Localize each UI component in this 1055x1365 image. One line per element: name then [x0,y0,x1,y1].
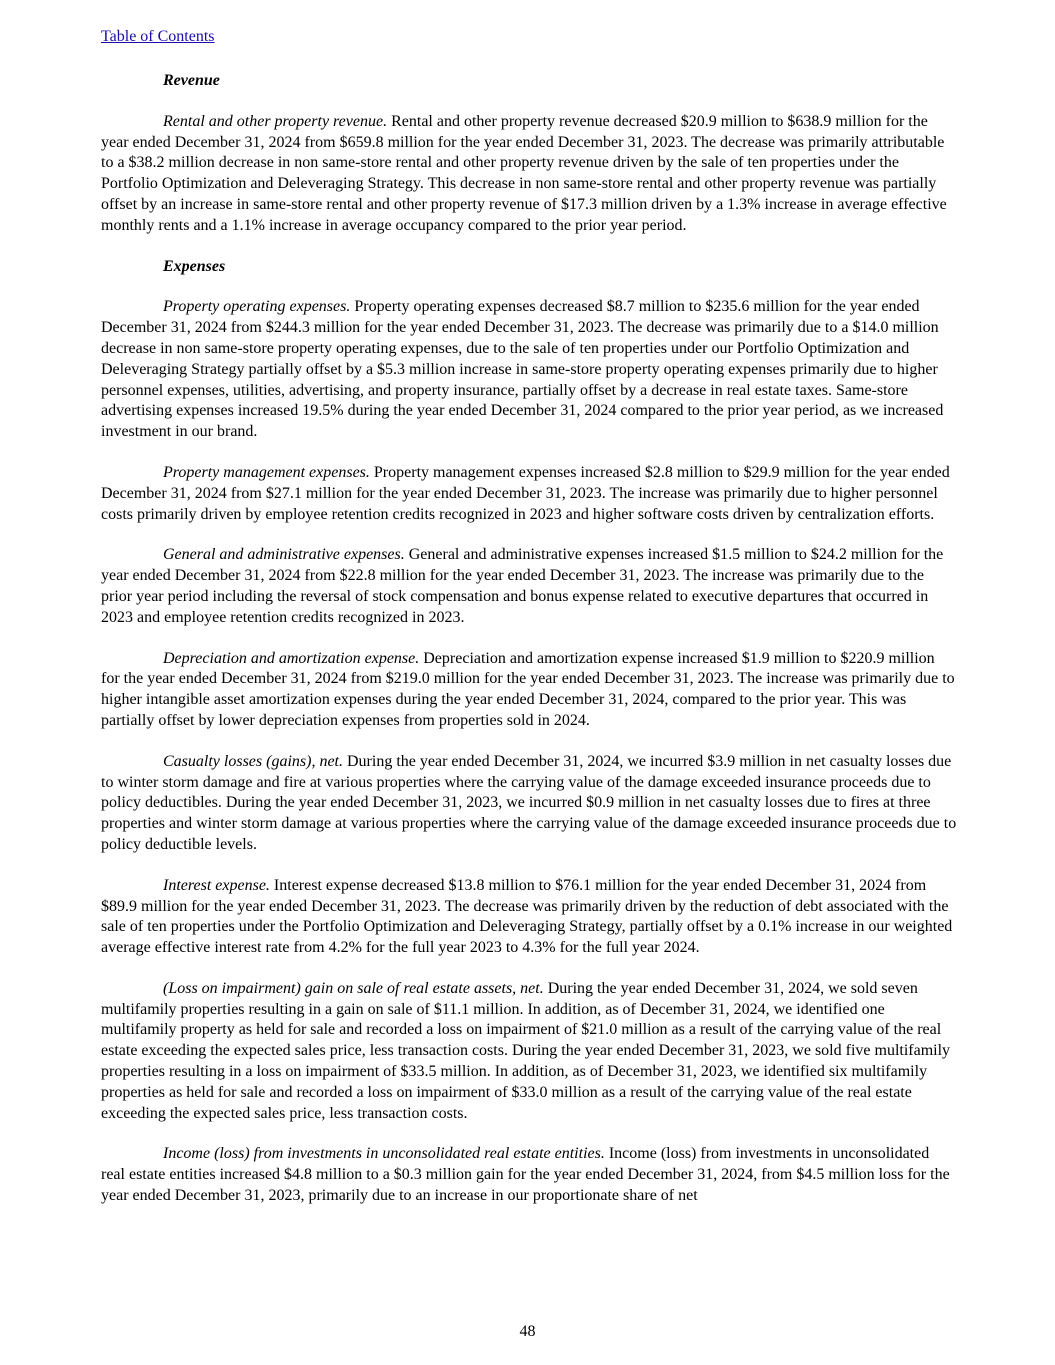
interest-paragraph [101,876,957,959]
property-management-lead: Property management expenses. [163,463,370,481]
table-of-contents-link[interactable]: Table of Contents [101,28,215,45]
rental-revenue-body: Rental and other property revenue decreased $20.9 million to $638.9 million for the year ended December 31, 2024 from $659.8 million for the year ended December 31, 2023. The decrease was primarily attributable to a $38.2 million decrease in non same-store rental and other property revenue driven by the sale of ten properties under the Portfolio Optimization and Deleveraging Strategy. This decrease in non same-store rental and other property revenue was partially offset by an increase in same-store rental and other property revenue of $17.3 million driven by a 1.3% increase in average effective monthly rents and a 1.1% increase in average occupancy compared to the prior year period. [101,112,947,234]
general-admin-lead: General and administrative expenses. [163,546,405,564]
property-management-paragraph [101,463,957,525]
expenses-heading: Expenses [163,257,226,275]
general-admin-paragraph [101,545,957,628]
casualty-lead: Casualty losses (gains), net. [163,752,343,770]
unconsolidated-lead: Income (loss) from investments in unconsolidated real estate entities. [163,1145,605,1163]
revenue-heading: Revenue [163,72,220,89]
depreciation-paragraph [101,649,957,732]
page-number: 48 [519,1323,536,1340]
casualty-paragraph [101,752,957,856]
interest-lead: Interest expense. [163,876,270,894]
rental-revenue-paragraph [101,112,957,237]
rental-revenue-lead: Rental and other property revenue. [163,112,388,130]
depreciation-lead: Depreciation and amortization expense. [163,649,420,667]
depreciation-body: Depreciation and amortization expense increased $1.9 million to $220.9 million for the year ended December 31, 2024 from $219.0 million for the year ended December 31, 2023. The increase was primarily due to higher intangible asset amortization expenses during the year ended December 31, 2024, compared to the prior year. This was partially offset by lower depreciation expenses from properties sold in 2024. [101,649,955,729]
casualty-body: During the year ended December 31, 2024, we incurred $3.9 million in net casualty losses due to winter storm damage and fire at various properties where the carrying value of the damage exceeded insurance proceeds due to policy deductibles. During the year ended December 31, 2023, we incurred $0.9 million in net casualty losses due to fires at three properties and winter storm damage at various properties where the carrying value of the damage exceeded insurance proceeds due to policy deductible levels. [101,752,957,853]
impairment-body: During the year ended December 31, 2024, we sold seven multifamily properties resulting in a gain on sale of $11.1 million. In addition, as of December 31, 2024, we identified one multifamily property as held for sale and recorded a loss on impairment of $21.0 million as a result of the carrying value of the real estate exceeding the expected sales price, less transaction costs. During the year ended December 31, 2023, we sold five multifamily properties resulting in a loss on impairment of $33.5 million. In addition, as of December 31, 2023, we identified six multifamily properties as held for sale and recorded a loss on impairment of $33.0 million as a result of the carrying value of the real estate exceeding the expected sales price, less transaction costs. [101,979,951,1122]
impairment-lead: (Loss on impairment) gain on sale of real estate assets, net. [163,979,544,997]
general-admin-body: General and administrative expenses increased $1.5 million to $24.2 million for the year ended December 31, 2024 from $22.8 million for the year ended December 31, 2023. The increase was primarily due to the prior year period including the reversal of stock compensation and bonus expense related to executive departures that occurred in 2023 and employee retention credits recognized in 2023. [101,546,944,626]
impairment-paragraph [101,979,957,1125]
interest-body: Interest expense decreased $13.8 million to $76.1 million for the year ended December 31, 2024 from $89.9 million for the year ended December 31, 2023. The decrease was primarily driven by the reduction of debt associated with the sale of ten properties under the Portfolio Optimization and Deleveraging Strategy, partially offset by a 0.1% increase in our weighted average effective interest rate from 4.2% for the full year 2023 to 4.3% for the full year 2024. [101,876,953,957]
document-body [101,71,957,1227]
unconsolidated-body: Income (loss) from investments in unconsolidated real estate entities increased $4.8 million to a $0.3 million gain for the year ended December 31, 2024, from $4.5 million loss for the year ended December 31, 2023, primarily due to an increase in our proportionate share of net [101,1145,950,1205]
unconsolidated-paragraph [101,1144,957,1206]
property-operating-body: Property operating expenses decreased $8.7 million to $235.6 million for the year ended December 31, 2024 from $244.3 million for the year ended December 31, 2023. The decrease was primarily due to a $14.0 million decrease in non same-store property operating expenses, due to the sale of ten properties under our Portfolio Optimization and Deleveraging Strategy partially offset by a $5.3 million increase in same-store property operating expenses primarily due to higher personnel expenses, utilities, advertising, and property insurance, partially offset by a decrease in real estate taxes. Same-store advertising expenses increased 19.5% during the year ended December 31, 2024 compared to the prior year period, as we increased investment in our brand. [101,298,944,441]
property-operating-lead: Property operating expenses. [163,298,351,316]
property-operating-paragraph [101,297,957,443]
property-management-body: Property management expenses increased $2.8 million to $29.9 million for the year ended December 31, 2024 from $27.1 million for the year ended December 31, 2023. The increase was primarily due to higher personnel costs primarily driven by employee retention credits recognized in 2023 and higher software costs driven by centralization efforts. [101,463,950,523]
